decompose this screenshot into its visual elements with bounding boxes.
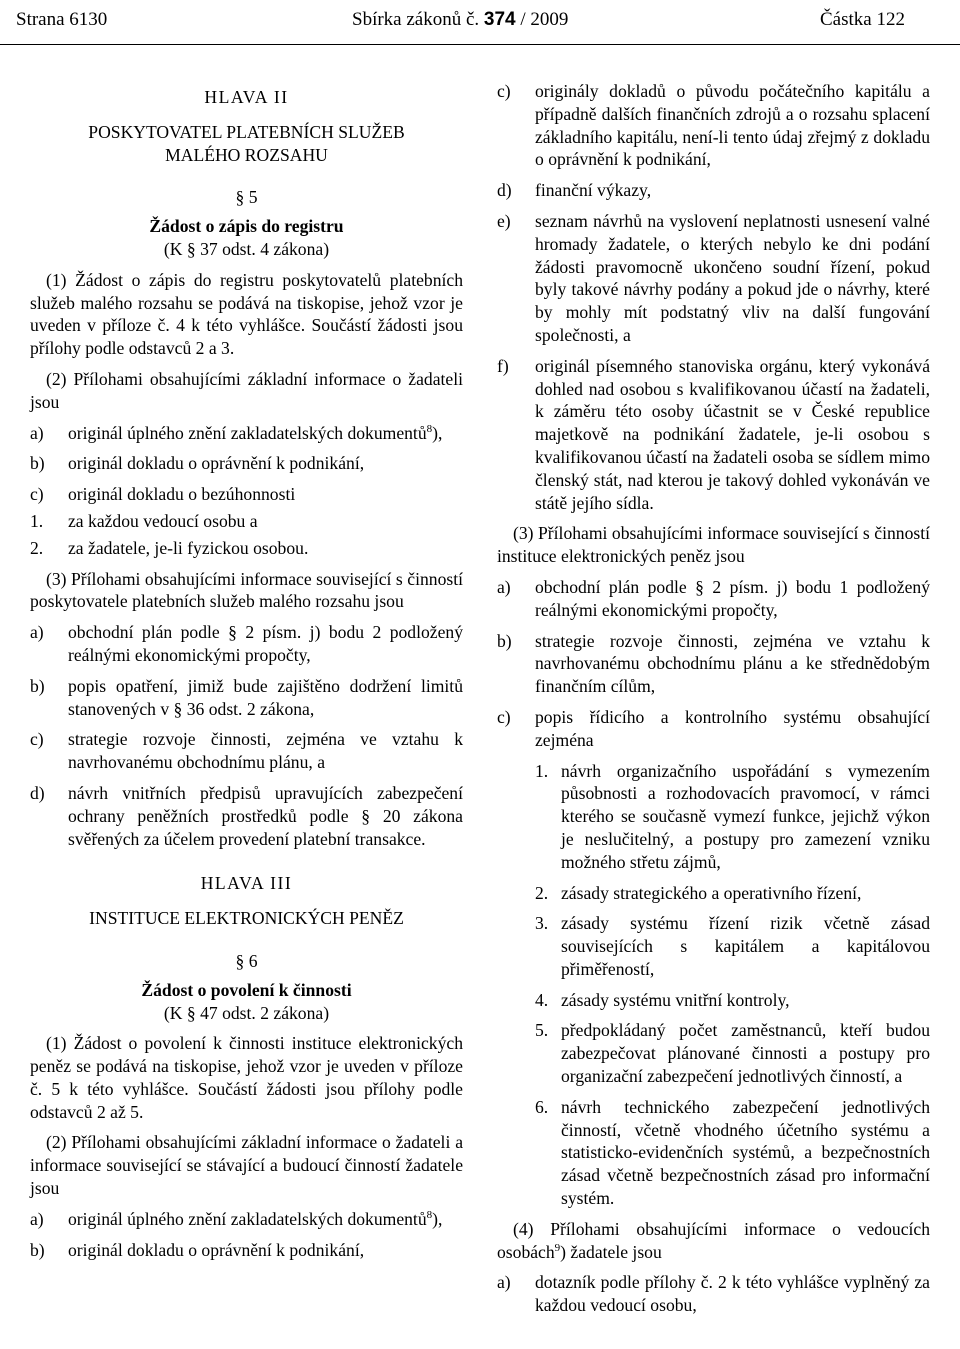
sub-list-item-text: za každou vedoucí osobu a	[68, 510, 258, 531]
list-item	[30, 1208, 463, 1231]
list-item-label: f)	[497, 355, 509, 376]
section-6-title: Žádost o povolení k činnosti	[141, 979, 352, 1000]
list-item-text: originál úplného znění zakladatelských dokumentů	[68, 1208, 427, 1229]
list-item-text: originál dokladu o oprávnění k podnikání,	[68, 453, 365, 474]
section-6-reference: (K § 47 odst. 2 zákona)	[163, 1002, 330, 1023]
list-item-label: d)	[497, 180, 512, 201]
paragraph-text-tail: ) žadatele jsou	[560, 1241, 662, 1262]
sub-list-item-label: 4.	[535, 989, 549, 1010]
section-6-number: § 6	[235, 950, 258, 971]
sub-list-item	[497, 1019, 930, 1087]
list-item-text: strategie rozvoje činnosti, zejména ve vztahu k navrhovanému obchodnímu plánu a ke střednědobým finančním cílům,	[535, 630, 930, 697]
list-item	[497, 576, 930, 622]
list-item	[497, 210, 930, 347]
list-item-label: c)	[30, 484, 44, 505]
list-item-tail: ),	[432, 422, 443, 443]
list-item-text: seznam návrhů na vyslovení neplatnosti usnesení valné hromady žadatele, o kterých nebylo ke dni podání žádosti pravomocně ukončeno soudní řízení, pokud byly takové návrhy podány a pokud jde o návrhy, které by mohly mít podstatný vliv na další fungování společnosti, a	[535, 210, 930, 345]
list-item-label: a)	[497, 576, 511, 597]
list-item-text: obchodní plán podle § 2 písm. j) bodu 1 podložený reálnými ekonomickými propočty,	[535, 576, 930, 620]
sub-list-item-label: 1.	[30, 510, 44, 531]
list-item	[30, 483, 463, 506]
list-item	[30, 728, 463, 774]
list-item	[30, 782, 463, 850]
list-item-text: dotazník podle přílohy č. 2 k této vyhlášce vyplněný za každou vedoucí osobu,	[535, 1272, 930, 1316]
list-item-label: c)	[30, 729, 44, 750]
sub-list-item	[497, 912, 930, 980]
section-5-paragraph-1: (1) Žádost o zápis do registru poskytovatelů platebních služeb malého rozsahu se podává na tiskopise, jehož vzor je uveden v příloze č. 4 k této vyhlášce. Součástí žádosti jsou přílohy podle odstavců 2 a 3.	[30, 269, 463, 359]
page-header	[0, 0, 960, 45]
collection-number: 374	[483, 9, 516, 30]
list-item-label: c)	[497, 706, 511, 727]
sub-list-item-label: 3.	[535, 913, 549, 934]
list-item-text: originál dokladu o oprávnění k podnikání,	[68, 1239, 365, 1260]
sub-list-item-text: zásady strategického a operativního řízení,	[561, 882, 862, 903]
sub-list-item	[497, 760, 930, 874]
paragraph-text: (4) Přílohami obsahujícími informace o vedoucích osobách	[497, 1218, 930, 1262]
list-item-text: originály dokladů o původu počátečního kapitálu a případně dalších finančních zdrojů a o rozsahu splacení základního kapitálu, není-li tento údaj zřejmý z dokladu o oprávnění k podnikání,	[535, 81, 930, 170]
list-item-label: d)	[30, 782, 45, 803]
footnote-ref: 9	[554, 1241, 561, 1254]
sub-list-item-label: 6.	[535, 1096, 549, 1117]
collection-title	[352, 9, 568, 31]
list-item	[497, 630, 930, 698]
section-5-paragraph-3: (3) Přílohami obsahujícími informace související s činností poskytovatele platebních služeb malého rozsahu jsou	[30, 568, 463, 612]
footnote-ref: 8	[426, 422, 433, 435]
list-item	[497, 706, 930, 752]
right-column	[497, 80, 930, 1325]
list-item-text: návrh vnitřních předpisů upravujících zabezpečení ochrany peněžních prostředků podle § 20 zákona svěřených za účelem provedení platební transakce.	[68, 782, 463, 849]
chapter-2-title: HLAVA II	[204, 87, 289, 107]
list-item	[30, 452, 463, 475]
list-item-text: strategie rozvoje činnosti, zejména ve vztahu k navrhovanému obchodnímu plánu, a	[68, 729, 463, 773]
list-item-label: e)	[497, 210, 511, 231]
chapter-2-name-line2: MALÉHO ROZSAHU	[165, 144, 328, 165]
sub-list-item-label: 2.	[30, 537, 44, 558]
list-item	[30, 621, 463, 667]
sub-list-item-text: návrh technického zabezpečení jednotlivých činností, včetně vhodného účetního systému a statisticko-evidenčních systémů, a bezpečnostních zásad včetně bezpečnostních zásad pro informační systém.	[561, 1096, 930, 1209]
list-item-text: obchodní plán podle § 2 písm. j) bodu 2 podložený reálnými ekonomickými propočty,	[68, 622, 463, 665]
section-5-paragraph-2: (2) Přílohami obsahujícími základní informace o žadateli jsou	[30, 368, 463, 412]
list-item	[30, 1239, 463, 1262]
list-item-label: a)	[30, 1208, 44, 1229]
list-item-text: originál úplného znění zakladatelských dokumentů	[68, 422, 427, 443]
collection-prefix: Sbírka zákonů č.	[352, 9, 480, 30]
list-item-label: b)	[30, 453, 45, 474]
chapter-3-title: HLAVA III	[200, 873, 293, 894]
list-item-text: popis řídicího a kontrolního systému obsahující zejména	[535, 706, 930, 750]
sub-list-item	[30, 537, 463, 560]
sub-list-item-label: 5.	[535, 1020, 549, 1041]
list-item-label: a)	[30, 422, 44, 443]
list-item-text: finanční výkazy,	[535, 180, 652, 201]
sub-list-item-label: 1.	[535, 760, 549, 781]
list-item-label: a)	[497, 1272, 511, 1293]
sub-list-item-text: předpokládaný počet zaměstnanců, kteří budou zabezpečovat plánované činnosti a postupy pro organizační zabezpečení jednotlivých činností, a	[561, 1020, 930, 1087]
section-6-paragraph-2: (2) Přílohami obsahujícími základní informace o žadateli a informace související se stávající a budoucí činností žadatele jsou	[30, 1132, 463, 1199]
page-number: Strana 6130	[16, 9, 108, 30]
list-item-label: a)	[30, 622, 44, 643]
list-item-text: popis opatření, jimiž bude zajištěno dodržení limitů stanovených v § 36 odst. 2 zákona,	[68, 675, 463, 719]
section-6-paragraph-4	[497, 1218, 930, 1264]
section-5-number: § 5	[235, 187, 258, 208]
section-5-reference: (K § 37 odst. 4 zákona)	[163, 238, 330, 259]
left-column	[30, 80, 463, 1269]
list-item	[497, 1271, 930, 1317]
list-item-tail: ),	[432, 1208, 443, 1229]
section-6-paragraph-3: (3) Přílohami obsahujícími informace související s činností instituce elektronických peněz jsou	[497, 523, 930, 567]
sub-list-item-label: 2.	[535, 882, 549, 903]
list-item	[30, 422, 463, 445]
list-item-label: b)	[30, 1239, 45, 1260]
sub-list-item-text: za žadatele, je-li fyzickou osobou.	[68, 537, 309, 558]
chapter-3-name: INSTITUCE ELEKTRONICKÝCH PENĚZ	[89, 908, 404, 929]
list-item	[497, 355, 930, 515]
sub-list-item	[497, 989, 930, 1012]
sub-list-item	[30, 510, 463, 533]
list-item-label: b)	[30, 675, 45, 696]
list-item-text: originál dokladu o bezúhonnosti	[68, 484, 296, 505]
list-item	[30, 675, 463, 721]
list-item-label: b)	[497, 630, 512, 651]
part-number: Částka 122	[820, 9, 905, 30]
sub-list-item-text: návrh organizačního uspořádání s vymezením působnosti a rozhodovacích pravomocí, v rámci kterého se současně vymezí funkce, jejichž výkon je neslučitelný, a postupy pro zamezení vzniku možného střetu zájmů,	[561, 760, 930, 872]
list-item-label: c)	[497, 81, 511, 101]
list-item	[497, 179, 930, 202]
collection-year: / 2009	[520, 9, 569, 30]
section-5-title: Žádost o zápis do registru	[149, 216, 344, 237]
chapter-2-name-line1: POSKYTOVATEL PLATEBNÍCH SLUŽEB	[88, 121, 405, 142]
section-6-paragraph-1: (1) Žádost o povolení k činnosti instituce elektronických peněz se podává na tiskopise, jehož vzor je uveden v příloze č. 5 k této vyhlášce. Součástí žádosti jsou přílohy podle odstavců 2 až 5.	[30, 1033, 463, 1122]
sub-list-item-text: zásady systému řízení rizik včetně zásad souvisejících s kapitálem a kapitálovou přiměřeností,	[561, 913, 930, 979]
list-item	[497, 80, 930, 171]
sub-list-item	[497, 1096, 930, 1210]
list-item-text: originál písemného stanoviska orgánu, který vykonává dohled nad osobou s kvalifikovanou účastí na žadateli, k záměru této osoby účastnit se v České republice majetkově na podnikání žadatele, je-li osobou s kvalifikovanou účastí na žadateli osoba se sídlem mimo členský stát, nad kterou je takový dohled vykonáván ve státě jejího sídla.	[535, 355, 930, 513]
sub-list-item-text: zásady systému vnitřní kontroly,	[561, 989, 790, 1010]
sub-list-item	[497, 882, 930, 905]
footnote-ref: 8	[426, 1209, 433, 1222]
